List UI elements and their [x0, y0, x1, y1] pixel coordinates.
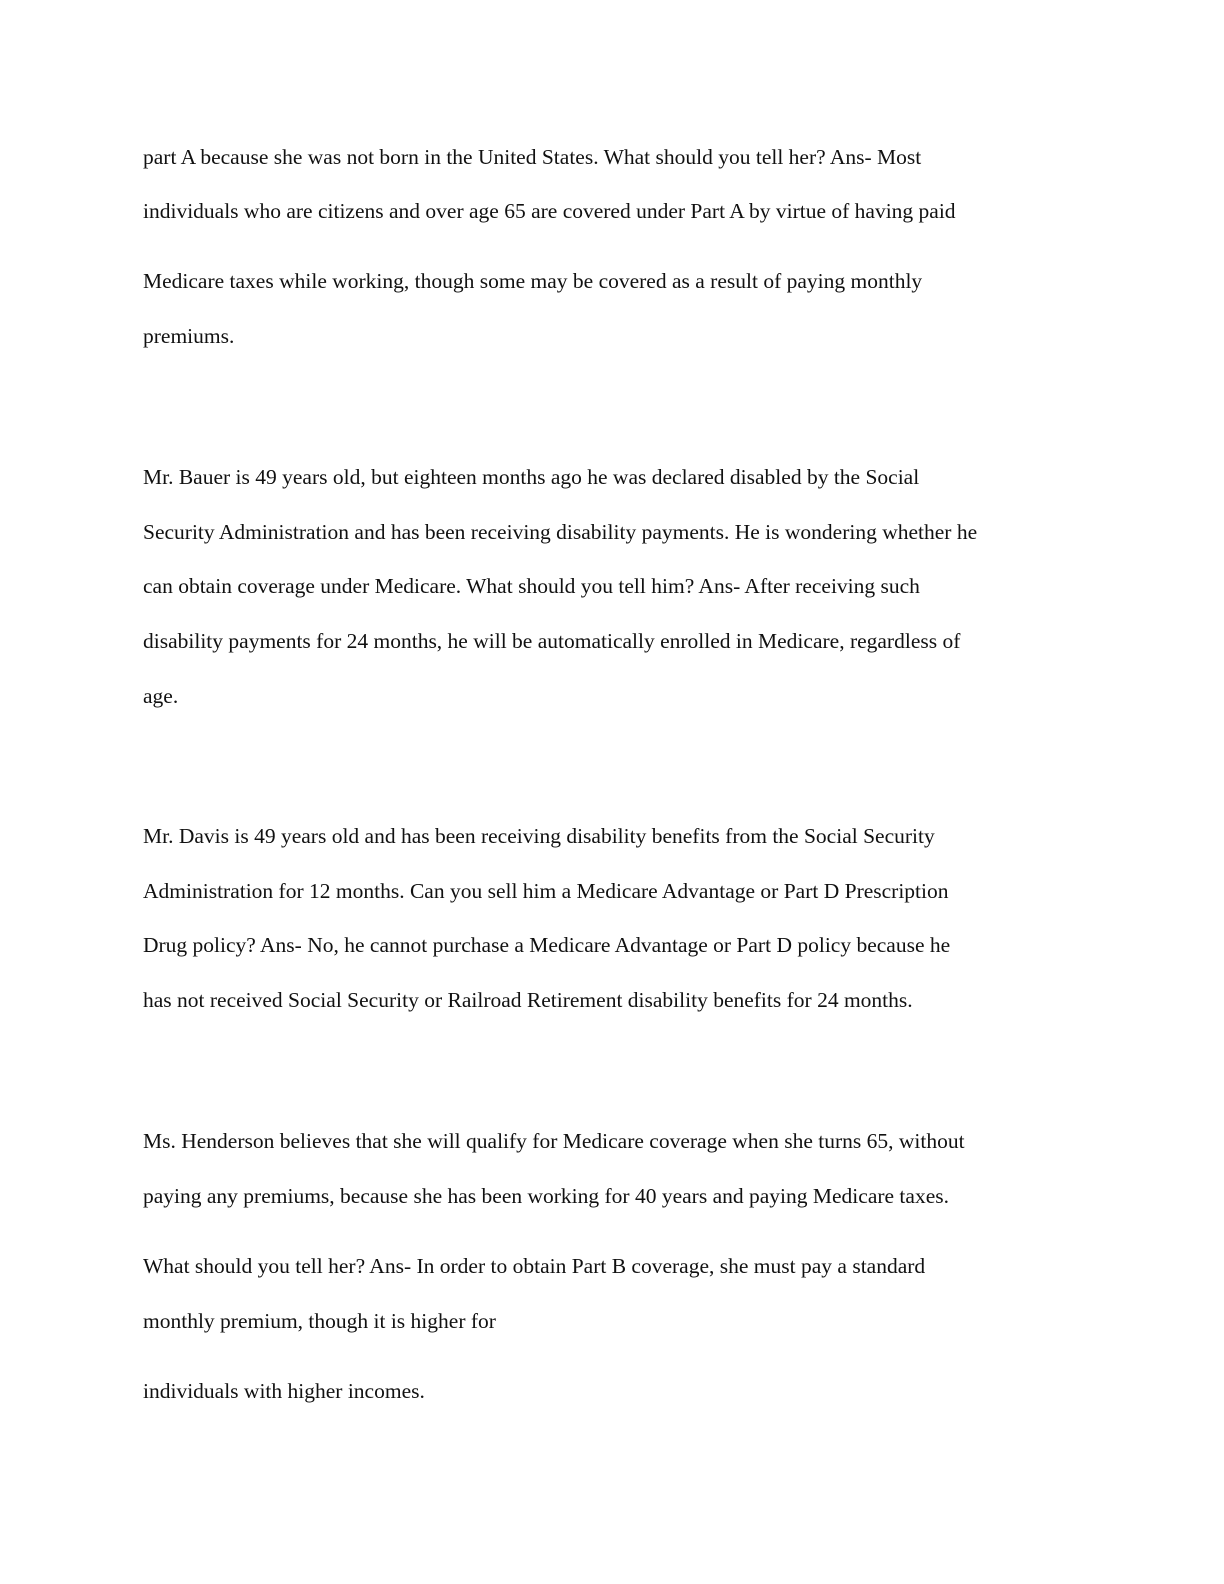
- text-line: Drug policy? Ans- No, he cannot purchase a Medicare Advantage or Part D policy because he: [143, 933, 951, 957]
- text-line: can obtain coverage under Medicare. What should you tell him? Ans- After receiving such: [143, 574, 920, 598]
- text-line: age.: [143, 684, 179, 708]
- text-line: part A because she was not born in the United States. What should you tell her? Ans- Most: [143, 145, 922, 169]
- text-line: What should you tell her? Ans- In order to obtain Part B coverage, she must pay a standard: [143, 1254, 926, 1278]
- text-line: Ms. Henderson believes that she will qualify for Medicare coverage when she turns 65, without: [143, 1129, 965, 1153]
- text-line: monthly premium, though it is higher for: [143, 1309, 496, 1333]
- text-line: Security Administration and has been receiving disability payments. He is wondering whether he: [143, 520, 978, 544]
- text-line: disability payments for 24 months, he will be automatically enrolled in Medicare, regardless of: [143, 629, 961, 653]
- text-line: Mr. Bauer is 49 years old, but eighteen months ago he was declared disabled by the Social: [143, 465, 920, 489]
- text-line: premiums.: [143, 324, 235, 348]
- text-line: paying any premiums, because she has been working for 40 years and paying Medicare taxes.: [143, 1184, 949, 1208]
- text-line: individuals who are citizens and over age 65 are covered under Part A by virtue of having paid: [143, 199, 956, 223]
- text-line: individuals with higher incomes.: [143, 1379, 425, 1403]
- text-line: Medicare taxes while working, though some may be covered as a result of paying monthly: [143, 269, 923, 293]
- text-line: Mr. Davis is 49 years old and has been receiving disability benefits from the Social Security: [143, 824, 935, 848]
- text-line: Administration for 12 months. Can you sell him a Medicare Advantage or Part D Prescription: [143, 879, 949, 903]
- text-line: has not received Social Security or Railroad Retirement disability benefits for 24 months.: [143, 988, 913, 1012]
